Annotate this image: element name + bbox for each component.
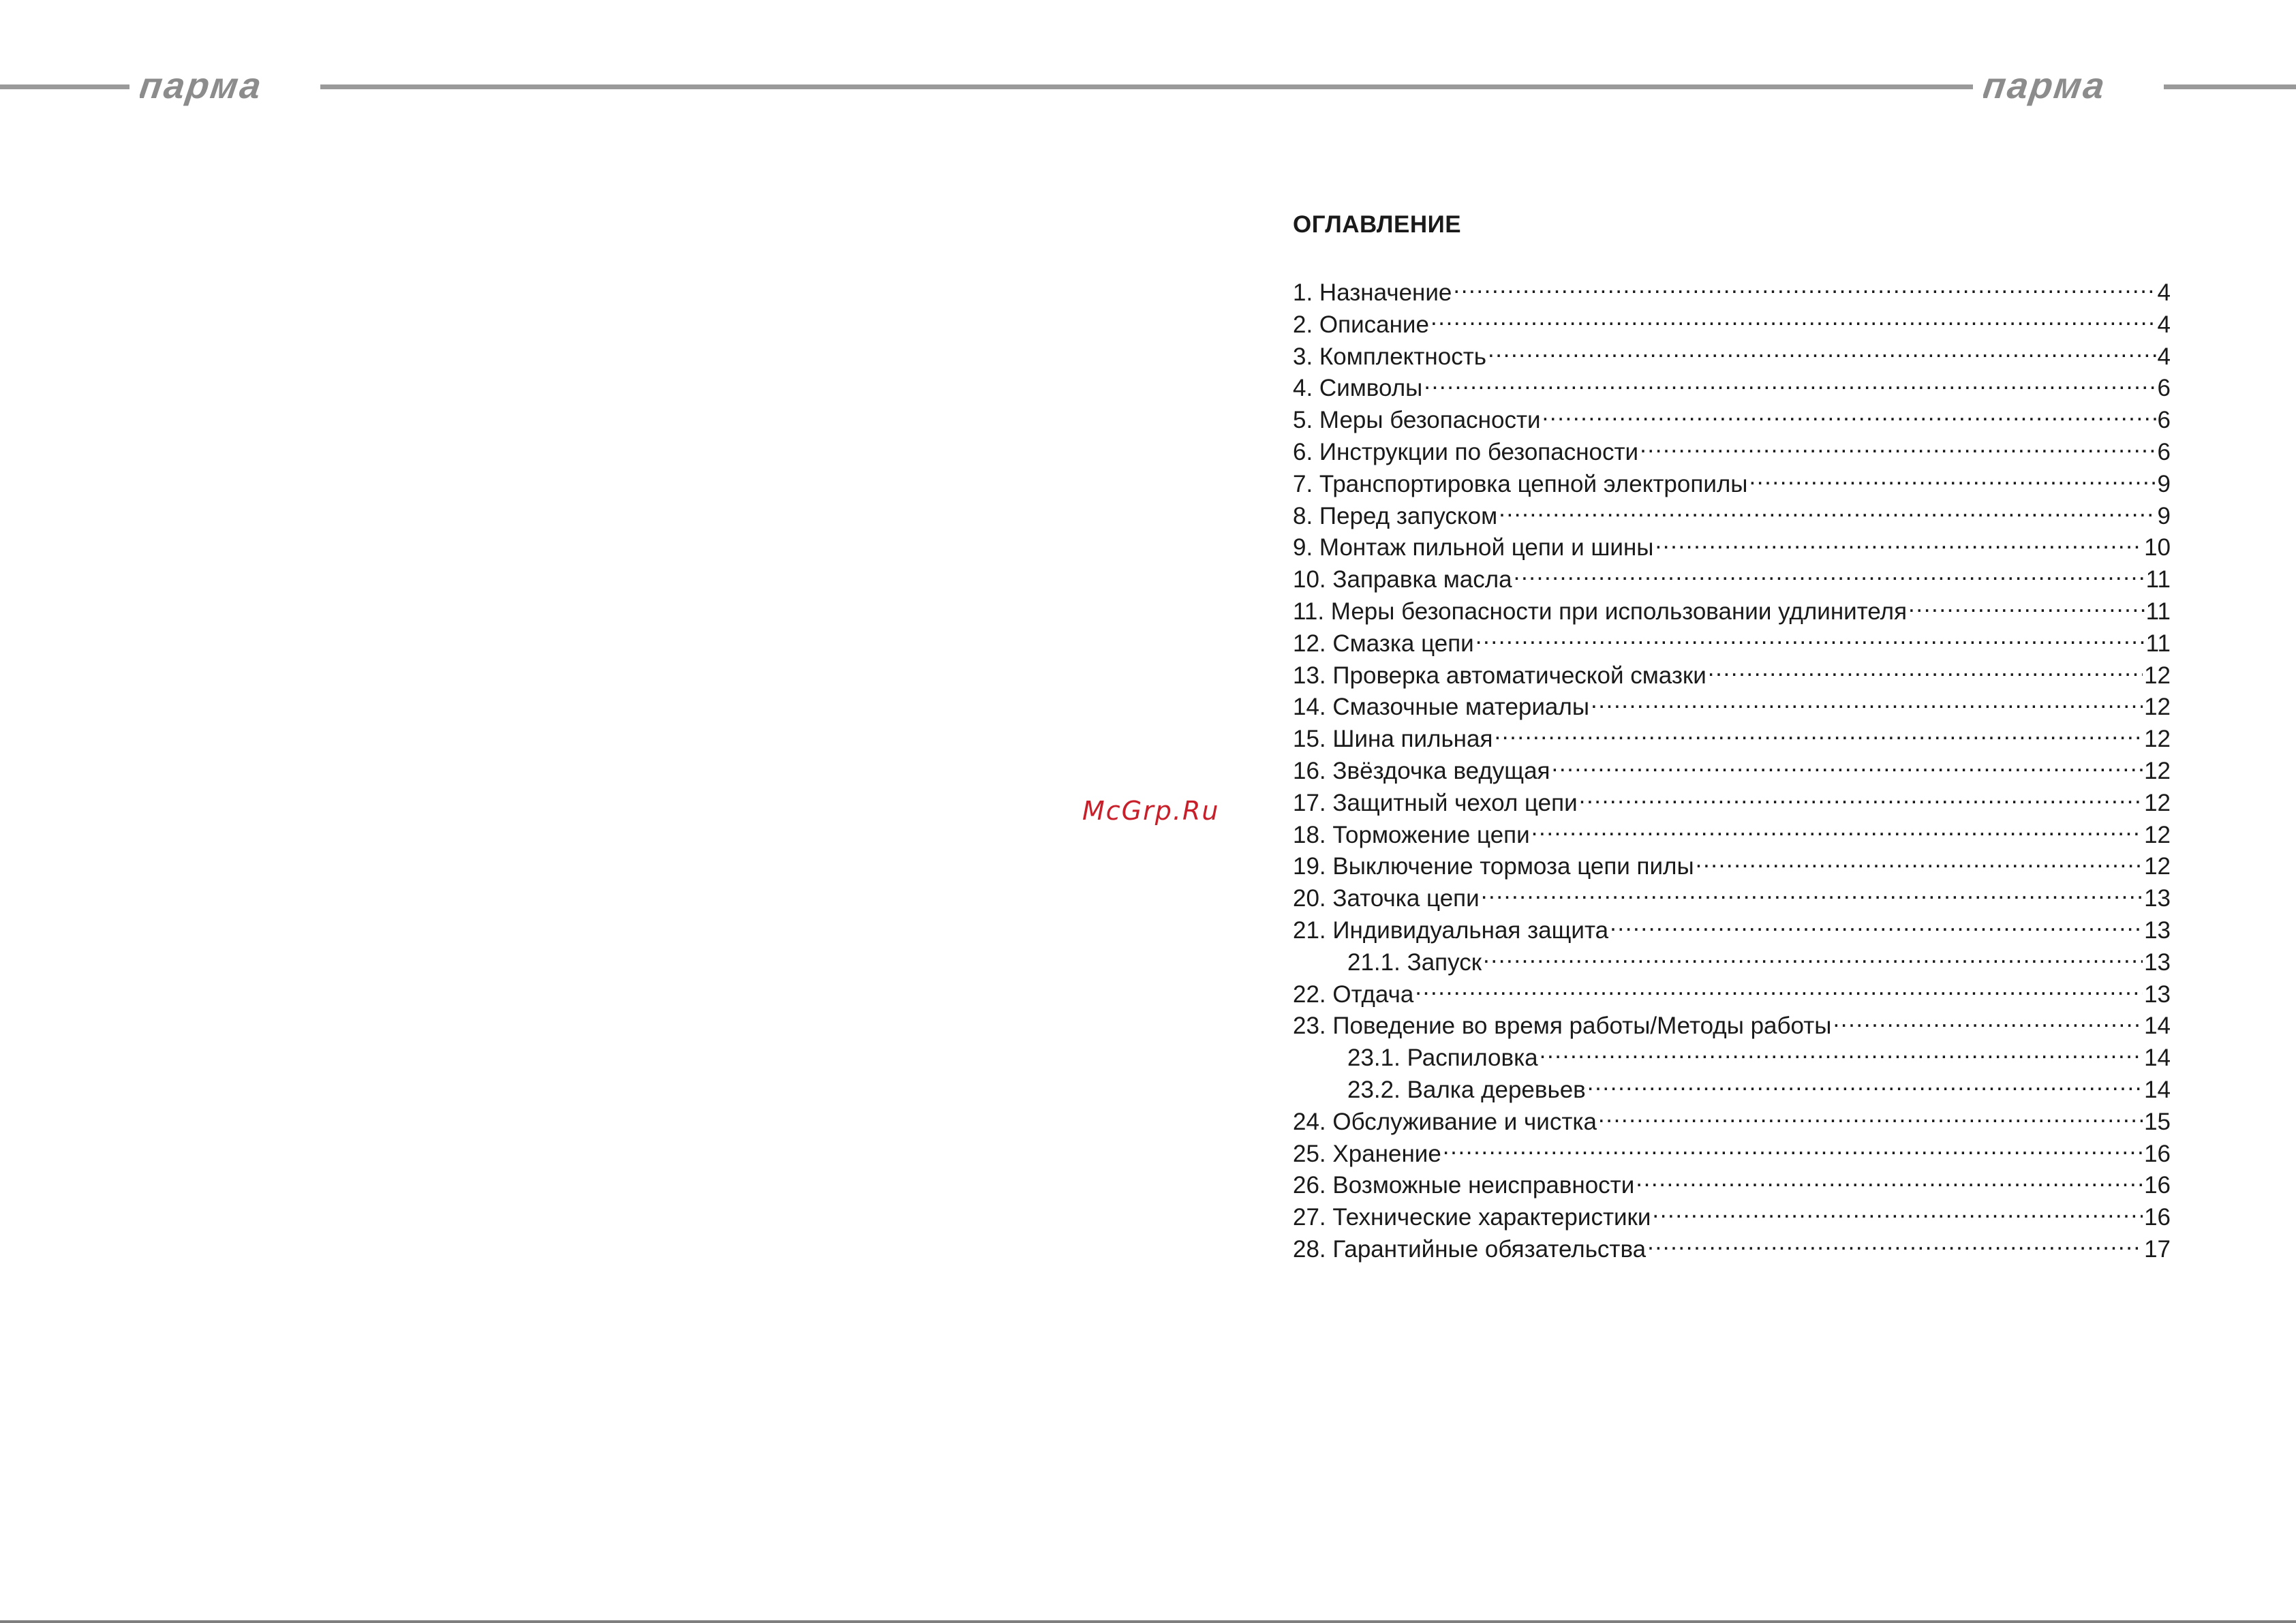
header-rule-left	[0, 84, 129, 89]
toc-dot-leader	[1481, 882, 2143, 906]
toc-dot-leader	[1453, 277, 2156, 300]
toc-entry-label: 21. Индивидуальная защита	[1293, 916, 1609, 944]
toc-entry[interactable]	[1293, 1233, 2171, 1265]
toc-dot-leader	[1591, 691, 2143, 715]
toc-entry-label: 28. Гарантийные обязательства	[1293, 1235, 1647, 1263]
toc-dot-leader	[1488, 341, 2156, 365]
toc-entry-label: 23.1. Распиловка	[1347, 1045, 1538, 1072]
toc-entry-page: 9	[2157, 502, 2171, 529]
toc-entry-label: 17. Защитный чехол цепи	[1293, 789, 1578, 816]
footer-rule	[0, 1620, 2296, 1623]
toc-dot-leader	[1542, 404, 2156, 428]
toc-entry-label: 20. Заточка цепи	[1293, 885, 1480, 912]
toc-entry-label: 14. Смазочные материалы	[1293, 694, 1589, 721]
toc-entry[interactable]	[1293, 691, 2171, 723]
toc-dot-leader	[1708, 660, 2143, 683]
toc-entry-label: 22. Отдача	[1293, 980, 1414, 1008]
toc-entry-page: 14	[2144, 1045, 2171, 1072]
toc-entry[interactable]	[1293, 755, 2171, 787]
toc-dot-leader	[1655, 531, 2143, 555]
toc-entry[interactable]	[1293, 372, 2171, 404]
toc-dot-leader	[1579, 787, 2143, 811]
toc-entry-label: 15. Шина пильная	[1293, 726, 1493, 753]
toc-entry[interactable]	[1293, 1042, 2171, 1074]
toc-entry[interactable]	[1293, 404, 2171, 436]
toc-entry-label: 12. Смазка цепи	[1293, 630, 1474, 657]
toc-entry-page: 11	[2145, 598, 2171, 625]
toc-dot-leader	[1598, 1106, 2143, 1130]
toc-dot-leader	[1514, 563, 2145, 587]
toc-entry-label: 5. Меры безопасности	[1293, 407, 1541, 434]
toc-entry-label: 11. Меры безопасности при использовании удлинителя	[1293, 598, 1908, 625]
table-of-contents	[1293, 211, 2171, 1265]
parma-logo-right-graphic	[1983, 67, 2154, 106]
toc-entry[interactable]	[1293, 468, 2171, 500]
toc-entry-label: 21.1. Запуск	[1347, 948, 1482, 976]
toc-entry[interactable]	[1293, 787, 2171, 819]
toc-entry[interactable]	[1293, 1010, 2171, 1042]
toc-entry-label: 8. Перед запуском	[1293, 502, 1498, 529]
toc-entry[interactable]	[1293, 309, 2171, 341]
toc-entry-page: 12	[2144, 853, 2171, 880]
toc-entry-label: 1. Назначение	[1293, 279, 1452, 306]
parma-logo-left-graphic	[140, 67, 310, 106]
toc-dot-leader	[1640, 436, 2156, 460]
toc-entry[interactable]	[1293, 946, 2171, 978]
toc-entry[interactable]	[1293, 500, 2171, 532]
toc-entry-label: 25. Хранение	[1293, 1140, 1441, 1167]
toc-entry-label: 19. Выключение тормоза цепи пилы	[1293, 853, 1694, 880]
toc-dot-leader	[1443, 1138, 2143, 1162]
toc-entry-page: 6	[2157, 375, 2171, 402]
toc-entry[interactable]	[1293, 628, 2171, 660]
toc-entry-page: 4	[2157, 343, 2171, 370]
toc-entry-label: 4. Символы	[1293, 375, 1423, 402]
toc-entry[interactable]	[1293, 341, 2171, 373]
toc-entry[interactable]	[1293, 1138, 2171, 1170]
toc-entry-label: 18. Торможение цепи	[1293, 821, 1530, 848]
toc-entry[interactable]	[1293, 1074, 2171, 1106]
toc-entry-page: 17	[2144, 1235, 2171, 1263]
toc-entry[interactable]	[1293, 882, 2171, 914]
toc-entry-page: 12	[2144, 694, 2171, 721]
toc-dot-leader	[1908, 596, 2145, 619]
toc-dot-leader	[1475, 628, 2145, 651]
toc-entry-page: 12	[2144, 757, 2171, 784]
toc-entry[interactable]	[1293, 596, 2171, 628]
toc-dot-leader	[1552, 755, 2143, 779]
toc-entry-page: 4	[2157, 311, 2171, 338]
toc-entry-label: 9. Монтаж пильной цепи и шины	[1293, 534, 1654, 561]
toc-dot-leader	[1833, 1010, 2143, 1034]
toc-dot-leader	[1415, 978, 2143, 1002]
toc-entry-page: 4	[2157, 279, 2171, 306]
toc-dot-leader	[1610, 914, 2143, 938]
toc-entry-page: 12	[2144, 789, 2171, 816]
toc-entry-page: 11	[2145, 630, 2171, 657]
toc-entry-label: 2. Описание	[1293, 311, 1429, 338]
toc-entry-label: 10. Заправка масла	[1293, 566, 1512, 593]
toc-entry[interactable]	[1293, 723, 2171, 755]
header-rule-right	[2164, 84, 2296, 89]
toc-entry-label: 24. Обслуживание и чистка	[1293, 1108, 1597, 1135]
toc-dot-leader	[1494, 723, 2143, 747]
toc-entry[interactable]	[1293, 531, 2171, 563]
toc-entry-page: 13	[2144, 916, 2171, 944]
toc-dot-leader	[1587, 1074, 2143, 1098]
toc-entry-page: 14	[2144, 1013, 2171, 1040]
toc-list	[1293, 277, 2171, 1265]
toc-title: ОГЛАВЛЕНИЕ	[1293, 211, 1462, 238]
toc-entry-page: 14	[2144, 1076, 2171, 1103]
toc-entry-page: 13	[2144, 980, 2171, 1008]
watermark: McGrp.Ru	[1082, 796, 1220, 826]
toc-dot-leader	[1540, 1042, 2143, 1066]
toc-dot-leader	[1636, 1169, 2143, 1193]
toc-dot-leader	[1430, 309, 2156, 333]
toc-dot-leader	[1647, 1233, 2143, 1257]
toc-dot-leader	[1499, 500, 2156, 524]
toc-entry-label: 7. Транспортировка цепной электропилы	[1293, 470, 1748, 497]
toc-entry-label: 27. Технические характеристики	[1293, 1204, 1651, 1231]
toc-entry-label: 6. Инструкции по безопасности	[1293, 438, 1639, 465]
toc-entry-label: 13. Проверка автоматической смазки	[1293, 662, 1706, 689]
header-rule-center	[320, 84, 1973, 89]
toc-entry[interactable]	[1293, 1201, 2171, 1233]
toc-entry-page: 16	[2144, 1204, 2171, 1231]
toc-entry-page: 6	[2157, 407, 2171, 434]
toc-entry[interactable]	[1293, 1106, 2171, 1138]
toc-entry-page: 13	[2144, 948, 2171, 976]
parma-logo-left-text: парма	[140, 67, 266, 106]
toc-entry[interactable]	[1293, 978, 2171, 1010]
toc-dot-leader	[1749, 468, 2156, 492]
toc-entry-page: 12	[2144, 662, 2171, 689]
toc-entry-label: 23. Поведение во время работы/Методы работы	[1293, 1013, 1832, 1040]
toc-entry-page: 6	[2157, 438, 2171, 465]
toc-entry[interactable]	[1293, 914, 2171, 946]
toc-entry[interactable]	[1293, 277, 2171, 309]
parma-logo-right-text: парма	[1983, 67, 2109, 106]
toc-entry[interactable]	[1293, 660, 2171, 692]
toc-dot-leader	[1652, 1201, 2143, 1225]
toc-entry-label: 16. Звёздочка ведущая	[1293, 757, 1550, 784]
toc-dot-leader	[1483, 946, 2143, 970]
toc-entry-page: 12	[2144, 821, 2171, 848]
toc-entry[interactable]	[1293, 563, 2171, 596]
toc-dot-leader	[1424, 372, 2156, 396]
parma-logo-left	[140, 67, 310, 106]
toc-entry-page: 11	[2145, 566, 2171, 593]
parma-logo-right	[1983, 67, 2154, 106]
toc-dot-leader	[1696, 850, 2143, 874]
toc-entry-page: 16	[2144, 1172, 2171, 1199]
toc-entry-page: 12	[2144, 726, 2171, 753]
toc-entry-page: 16	[2144, 1140, 2171, 1167]
toc-entry-page: 9	[2157, 470, 2171, 497]
toc-entry-page: 10	[2144, 534, 2171, 561]
toc-entry-page: 15	[2144, 1108, 2171, 1135]
toc-dot-leader	[1531, 819, 2143, 843]
toc-entry-page: 13	[2144, 885, 2171, 912]
toc-entry[interactable]	[1293, 436, 2171, 468]
toc-entry-label: 3. Комплектность	[1293, 343, 1486, 370]
toc-entry-label: 23.2. Валка деревьев	[1347, 1076, 1586, 1103]
toc-entry[interactable]	[1293, 850, 2171, 882]
toc-entry[interactable]	[1293, 1169, 2171, 1201]
toc-entry[interactable]	[1293, 819, 2171, 851]
toc-entry-label: 26. Возможные неисправности	[1293, 1172, 1635, 1199]
